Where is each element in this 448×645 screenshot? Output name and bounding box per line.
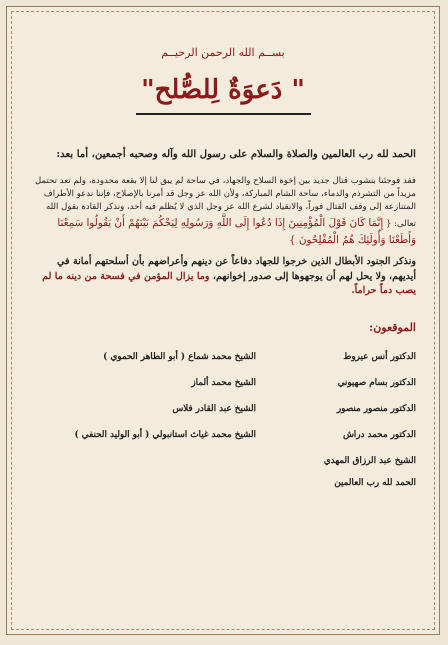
signatory-name: الشيخ محمد ألماز (191, 378, 256, 389)
signatory-name: الشيخ محمد غياث استانبولي ( أبو الوليد الحنفي ) (74, 430, 256, 441)
basmala: بســم الله الرحمن الرحيــم (161, 46, 285, 59)
call-text: فقد فوجئنا بنشوب قتال جديد بين إخوة السلاح والجهاد، في ساحة لم يبق لنا إلا بقعة محدودة، ولم تعد تحتمل مزيداً من التشرذم والدماء، ساحة الشام المباركة، ولأن الله عز وجل قد أمرنا بالإصلاح، فإننا ندعو الأطراف المتنازعة إلى وقف القتال فوراً، والانقياد لشرع الله عز وجل الذي لا يُظلم فيه أحد، ونذكر القادة بقول الله تعالى: { (35, 175, 416, 229)
signatory-name: الشيخ عبد الرزاق المهدي (323, 456, 416, 467)
closing-line: الحمد لله رب العالمين (334, 478, 416, 489)
signatory-name: الدكتور منصور منصور (336, 404, 416, 415)
greeting-paragraph: الحمد لله رب العالمين والصلاة والسلام على رسول الله وآله وصحبه أجمعين، أما بعد: (56, 148, 416, 160)
soldiers-paragraph (22, 255, 424, 300)
title-divider (136, 113, 311, 115)
signatory-name: الدكتور أنس عيروط (343, 352, 416, 363)
soldiers-text: ونذكر الجنود الأبطال الذين خرجوا للجهاد دفاعاً عن دينهم وأعراضهم بأن أسلحتهم أمانة في أيديهم، ولا يحل لهم أن يوجهوها إلى صدور إخوانهم، (57, 255, 416, 282)
signatory-name: الشيخ محمد شماع ( أبو الطاهر الحموي ) (103, 352, 256, 363)
signatory-row (30, 422, 416, 448)
signatories-header: الموقعون: (369, 321, 416, 335)
signatory-name: الشيخ عبد القادر فلاس (172, 404, 256, 415)
document-title: " دَعوَةٌ لِلصُّلح" (141, 75, 305, 105)
document-page (6, 6, 440, 635)
soldiers-text-tail: وما يزال المؤمن في فسحة من دينه ما لم يصب دماً حراماً. (42, 270, 416, 297)
signatory-row (30, 370, 416, 396)
signatory-row (30, 448, 416, 474)
call-paragraph (22, 175, 424, 249)
signatory-name: الدكتور بسام صهيوني (337, 378, 416, 389)
signatory-row (30, 396, 416, 422)
signatory-row (30, 344, 416, 370)
quran-verse: إِنَّمَا كَانَ قَوْلَ الْمُؤْمِنِينَ إِذَا دُعُوا إِلَى اللَّهِ وَرَسُولِهِ لِيَحْكُمَ بَيْنَهُمْ أَنْ يَقُولُوا سَمِعْنَا وَأَطَعْنَا وَأُولَئِكَ هُمُ الْمُفْلِحُونَ } (57, 216, 416, 246)
signatories-list (22, 344, 424, 474)
document-content (22, 12, 424, 629)
decorative-border (11, 11, 435, 630)
signatory-name: الدكتور محمد دراش (343, 430, 416, 441)
